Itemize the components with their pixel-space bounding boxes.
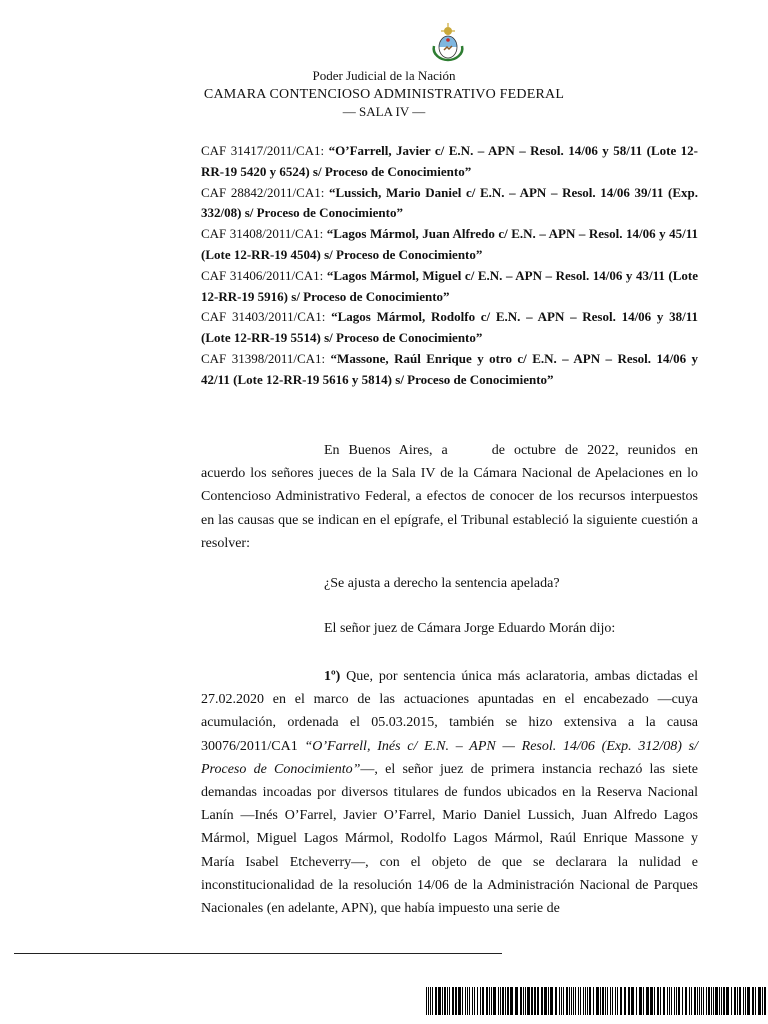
question-line: ¿Se ajusta a derecho la sentencia apelada? [324,576,560,591]
speaker-line: El señor juez de Cámara Jorge Eduardo Morán dijo: [324,621,616,636]
paragraph-text-b: —, el señor juez de primera instancia rechazó las siete demandas incoadas por diversos titulares de fundos ubicados en la Reserva Nacional Lanín —Inés O’Farrel, Javier O’Farrel, Mario Daniel Lussich, Juan Alfredo Lagos Mármol, Miguel Lagos Mármol, Rodolfo Lagos Mármol, Raúl Enrique Massone y María Isabel Etcheverry—, con el objeto de que se declarara la nulidad e inconstitucionalidad de la resolución 14/06 de la Administración Nacional de Parques Nacionales (en adelante, APN), que había impuesto una serie de [201,761,698,917]
opening-place: En Buenos Aires, a [324,443,448,458]
case-entry [201,349,698,391]
case-code: CAF 31403/2011/CA1: [201,309,332,325]
case-title: “Massone, Raúl Enrique y otro c/ E.N. – APN – Resol. 14/06 y 42/11 (Lote 12-RR-19 5616 y 5814) s/ Proceso de Conocimiento” [201,350,698,387]
paragraph-number: 1º) [324,669,341,684]
barcode-icon [426,987,768,1015]
case-title: “Lagos Mármol, Miguel c/ E.N. – APN – Resol. 14/06 y 43/11 (Lote 12-RR-19 5916) s/ Proceso de Conocimiento” [201,267,698,304]
case-entry [201,307,698,349]
case-code: CAF 31408/2011/CA1: [201,226,327,242]
chamber-sala: — SALA IV — [342,104,426,119]
opening-text: de octubre de 2022, reunidos en acuerdo los señores jueces de la Sala IV de la Cámara Nacional de Apelaciones en lo Contencioso Administrativo Federal, a efectos de conocer de los recursos interpuestos en las causas que se indican en el epígrafe, el Tribunal estableció la siguiente cuestión a resolver: [201,443,698,551]
case-code: CAF 28842/2011/CA1: [201,184,329,200]
case-entry [201,183,698,225]
case-entry [201,141,698,183]
paragraph-text-a: Que, por sentencia única más aclaratoria, ambas dictadas el 27.02.2020 en el marco de las actuaciones apuntadas en el encabezado —cuya acumulación, ordenada el 05.03.2015, también se hizo extensiva a la causa 30076/2011/CA1 [201,669,698,754]
footnote-separator [14,953,502,954]
cited-case-title: “O’Farrell, Inés c/ E.N. – APN — Resol. 14/06 (Exp. 312/08) s/ Proceso de Conocimiento” [201,738,698,777]
case-title: “Lagos Mármol, Juan Alfredo c/ E.N. – APN – Resol. 14/06 y 45/11 (Lote 12-RR-19 4504) s/ Proceso de Conocimiento” [201,226,698,262]
chamber-name: CAMARA CONTENCIOSO ADMINISTRATIVO FEDERAL [203,87,565,102]
case-title: “Lagos Mármol, Rodolfo c/ E.N. – APN – Resol. 14/06 y 38/11 (Lote 12-RR-19 5514) s/ Proceso de Conocimiento” [201,309,698,346]
court-name: Poder Judicial de la Nación [312,68,456,83]
case-code: CAF 31417/2011/CA1: [201,143,329,158]
case-code: CAF 31406/2011/CA1: [201,267,327,283]
case-code: CAF 31398/2011/CA1: [201,350,331,366]
case-list [201,141,698,391]
case-entry [201,224,698,266]
first-considerando [201,665,698,920]
coat-of-arms-icon [428,22,468,62]
case-entry [201,266,698,308]
case-title: “Lussich, Mario Daniel c/ E.N. – APN – Resol. 14/06 39/11 (Exp. 332/08) s/ Proceso de Conocimiento” [201,184,699,221]
case-title: “O’Farrell, Javier c/ E.N. – APN – Resol. 14/06 y 58/11 (Lote 12-RR-19 5420 y 6524) s/ Proceso de Conocimiento” [201,143,699,179]
opening-paragraph [201,439,698,555]
